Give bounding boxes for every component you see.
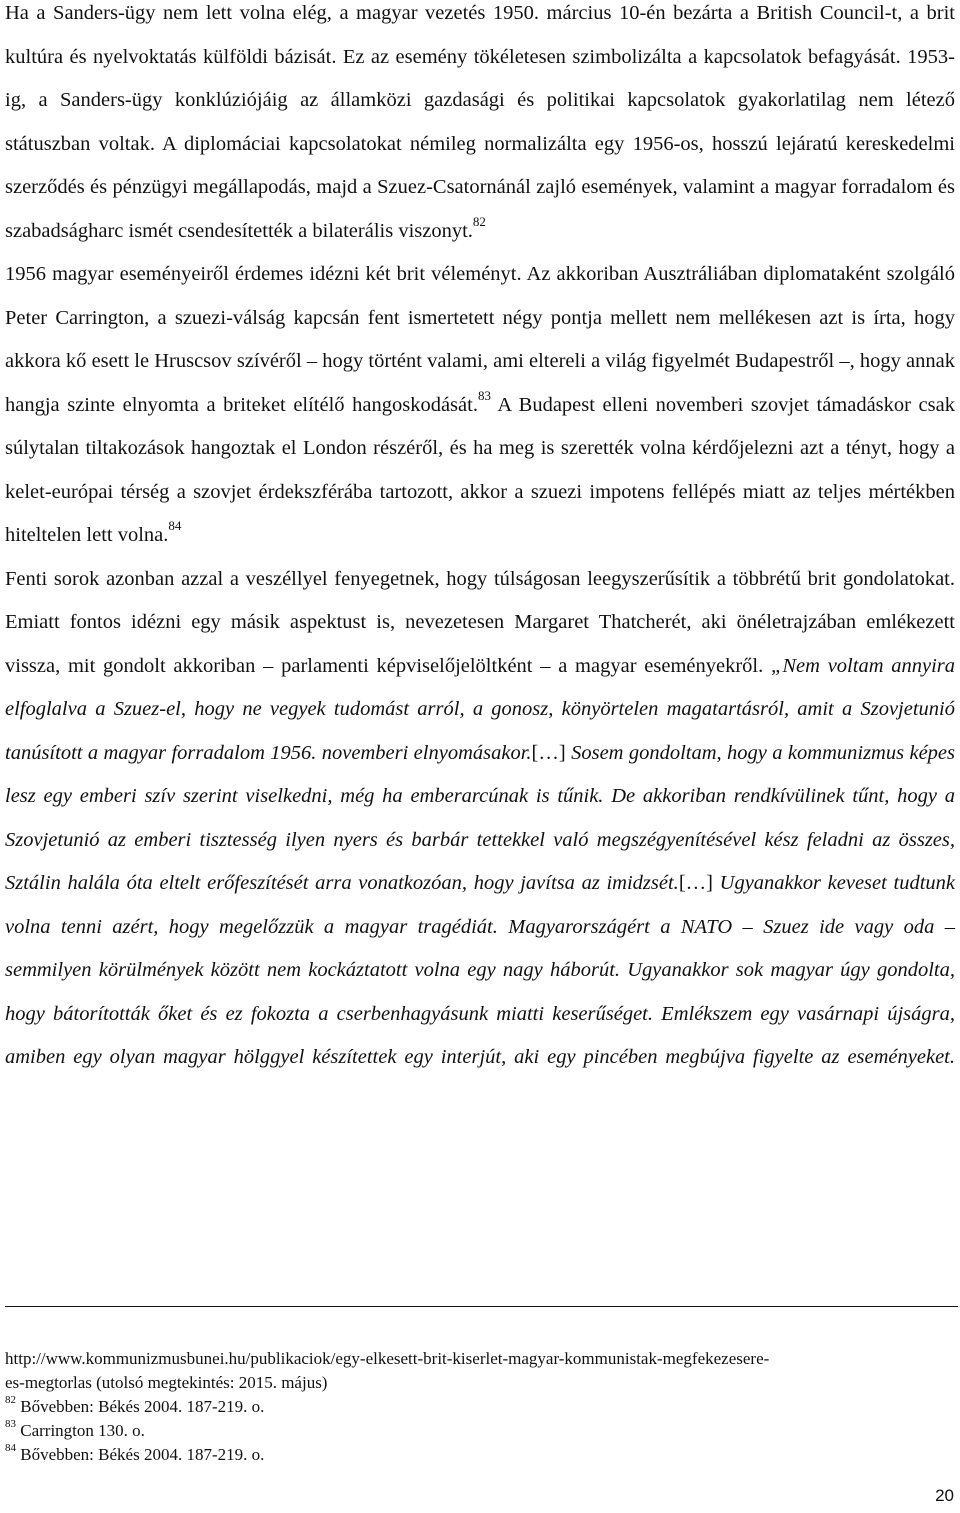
page-body	[5, 0, 955, 1080]
footnote-83-text: Carrington 130. o.	[16, 1421, 145, 1440]
footnote-url-line-1	[5, 1347, 955, 1371]
paragraph-1	[5, 0, 955, 253]
footnote-82-text: Bővebben: Békés 2004. 187-219. o.	[16, 1397, 265, 1416]
paragraph-3	[5, 558, 955, 1080]
paragraph-2-text-b: A Budapest elleni novemberi szovjet támadáskor csak súlytalan tiltakozások hangoztak el London részéről, és ha meg is szerették volna kérdőjelezni azt a tényt, hogy a kelet-európai térség a szovjet érdekszférába tartozott, akkor a szuezi impotens fellépés miatt az teljes mértékben hiteltelen lett volna.	[5, 393, 955, 546]
footnote-url-continuation: es-megtorlas (utolsó megtekintés: 2015. május)	[5, 1373, 328, 1392]
main-text	[5, 0, 955, 1080]
footnote-ref-82[interactable]: 82	[472, 213, 486, 229]
footnote-divider	[5, 1306, 958, 1307]
quote-ellipsis-2: […]	[678, 872, 713, 894]
footnote-83	[5, 1419, 955, 1443]
quote-ellipsis-1: […]	[531, 741, 566, 764]
footnote-url-line-2	[5, 1371, 955, 1395]
footnote-84-number: 84	[5, 1442, 16, 1455]
footnote-ref-84[interactable]: 84	[168, 518, 182, 534]
footnote-83-number: 83	[5, 1418, 16, 1431]
paragraph-2	[5, 253, 955, 558]
quote-part-1: „Nem voltam annyira elfoglalva a Szuez-el, hogy ne vegyek tudomást arról, a gonosz, könyörtelen magatartásról, amit a Szovjetunió tanúsított a magyar forradalom 1956. novemberi elnyomásakor.	[5, 654, 956, 764]
paragraph-3-text: Fenti sorok azonban azzal a veszéllyel fenyegetnek, hogy túlságosan leegyszerűsítik a többrétű brit gondolatokat. Emiatt fontos idézni egy másik aspektust is, nevezetesen Margaret Thatcherét, aki önéletrajzában emlékezett vissza, mit gondolt akkoriban ‒ parlamenti képviselőjelöltként ‒ a magyar eseményekről.	[5, 567, 955, 677]
footnote-84-text: Bővebben: Békés 2004. 187-219. o.	[16, 1445, 265, 1464]
quote-part-2: Sosem gondoltam, hogy a kommunizmus képes lesz egy emberi szív szerint viselkedni, még ha emberarcúnak is tűnik. De akkoriban rendkívülinek tűnt, hogy a Szovjetunió az emberi tisztesség ilyen nyers és barbár tettekkel való megszégyenítésével kész feladni az összes, Sztálin halála óta eltelt erőfeszítését arra vonatkozóan, hogy javítsa az imidzsét.	[5, 741, 955, 894]
footnote-ref-83[interactable]: 83	[477, 387, 491, 403]
footnote-84	[5, 1443, 955, 1467]
paragraph-2-text-a: 1956 magyar eseményeiről érdemes idézni két brit véleményt. Az akkoriban Ausztráliában diplomataként szolgáló Peter Carrington, a szuezi-válság kapcsán fent ismertetett négy pontja mellett nem mellékesen azt is írta, hogy akkora kő esett le Hruscsov szívéről ‒ hogy történt valami, ami eltereli a világ figyelmét Budapestről ‒, hogy annak hangja szinte elnyomta a briteket elítélő hangoskodását.	[5, 263, 955, 416]
paragraph-1-text: Ha a Sanders-ügy nem lett volna elég, a magyar vezetés 1950. március 10-én bezárta a British Council-t, a brit kultúra és nyelvoktatás külföldi bázisát. Ez az esemény tökéletesen szimbolizálta a kapcsolatok befagyását. 1953-ig, a Sanders-ügy konklúziójáig az államközi gazdasági és politikai kapcsolatok gyakorlatilag nem létező státuszban voltak. A diplomáciai kapcsolatokat némileg normalizálta egy 1956-os, hosszú lejáratú kereskedelmi szerződés és pénzügyi megállapodás, majd a Szuez-Csatornánál zajló események, valamint a magyar forradalom és szabadságharc ismét csendesítették a bilaterális viszonyt.	[5, 2, 955, 242]
footnote-82-number: 82	[5, 1394, 16, 1407]
footnotes	[5, 1347, 955, 1467]
footnote-82	[5, 1395, 955, 1419]
footnote-url[interactable]: http://www.kommunizmusbunei.hu/publikaciok/egy-elkesett-brit-kiserlet-magyar-kommunistak-megfekezesere-	[5, 1349, 770, 1368]
page-number: 20	[935, 1486, 954, 1505]
quote-part-3: Ugyanakkor keveset tudtunk volna tenni azért, hogy megelőzzük a magyar tragédiát. Magyarországért a NATO ‒ Szuez ide vagy oda ‒ semmilyen körülmények között nem kockáztatott volna egy nagy háborút. Ugyanakkor sok magyar úgy gondolta, hogy bátorították őket és ez fokozta a cserbenhagyásunk miatti keserűséget. Emlékszem egy vasárnapi újságra, amiben egy olyan magyar hölggyel készítettek egy interjút, aki egy pincében megbújva figyelte az eseményeket.	[5, 872, 955, 1068]
